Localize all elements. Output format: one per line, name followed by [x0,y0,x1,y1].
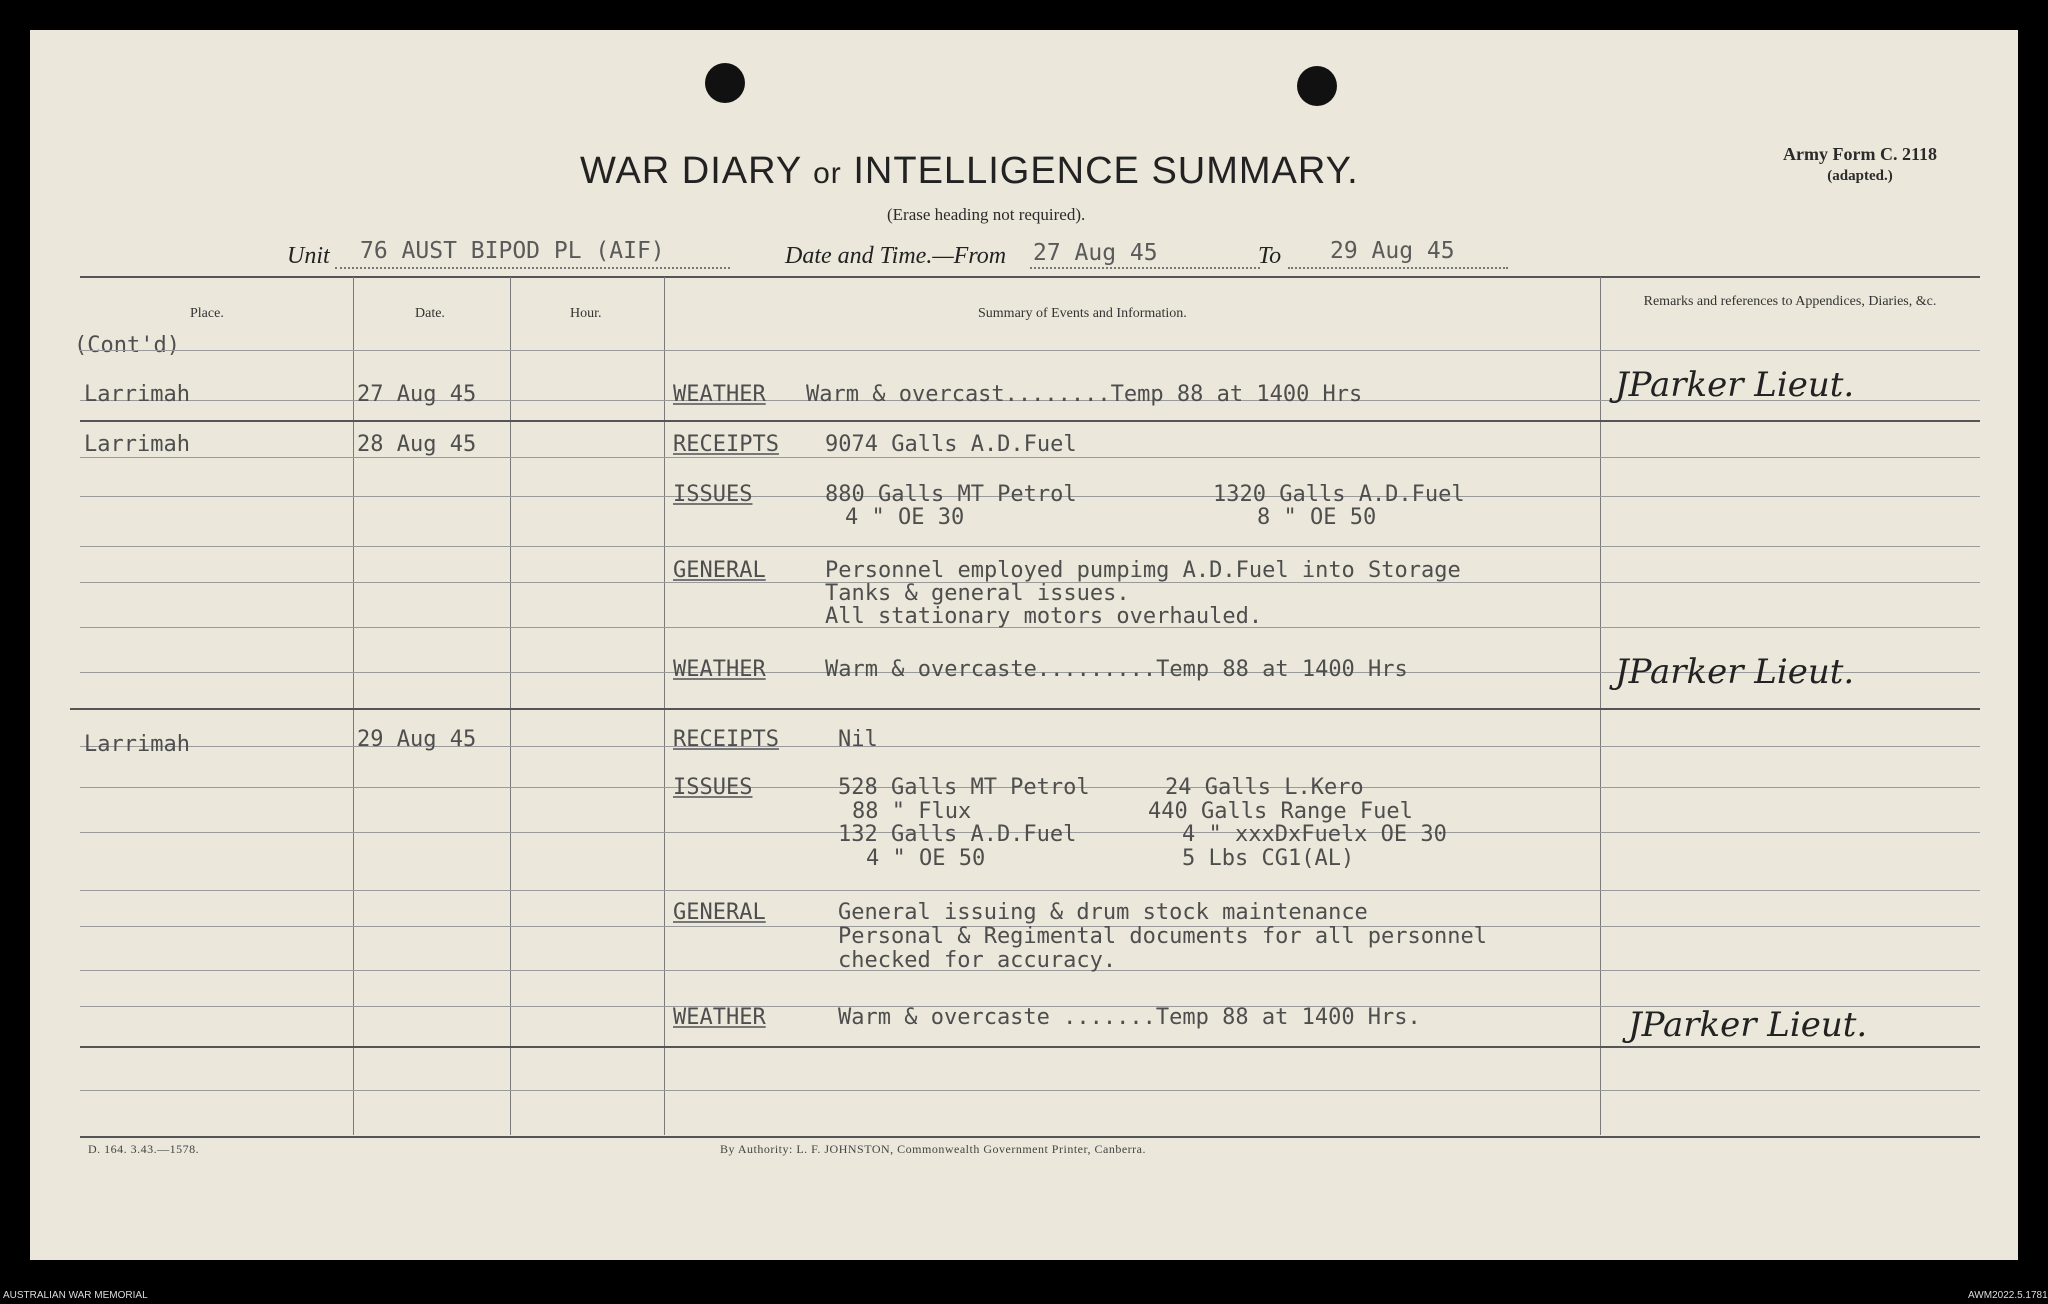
entry2-weather-text: Warm & overcaste.........Temp 88 at 1400 Hrs [825,657,1408,682]
entry3-issues-2b: 440 Galls Range Fuel [1148,799,1413,824]
archive-credit: AUSTRALIAN WAR MEMORIAL [3,1290,148,1301]
print-code: D. 164. 3.43.—1578. [88,1142,200,1156]
entry2-issues-label: ISSUES [673,482,753,507]
entry3-issues-1b: 24 Galls L.Kero [1165,775,1364,800]
entry2-date: 28 Aug 45 [357,432,477,457]
unit-label: Unit [287,243,330,269]
archive-reference: AWM2022.5.1781 [1968,1290,2048,1301]
entry3-signature: JParker Lieut. [1628,1005,1868,1045]
entry3-general-2: Personal & Regimental documents for all personnel [838,924,1488,949]
contd-label: (Cont'd) [74,333,180,358]
entry3-weather-text: Warm & overcaste .......Temp 88 at 1400 Hrs. [838,1005,1421,1030]
unit-value: 76 AUST BIPOD PL (AIF) [360,238,665,264]
col-hour: Hour. [570,306,602,321]
entry3-issues-1a: 528 Galls MT Petrol [838,775,1090,800]
entry3-general-label: GENERAL [673,900,766,925]
printer-authority: By Authority: L. F. JOHNSTON, Commonwealth Government Printer, Canberra. [720,1142,1146,1156]
entry2-signature: JParker Lieut. [1615,652,1855,692]
date-time-label: Date and Time.—From [785,243,1007,269]
date-from: 27 Aug 45 [1033,240,1158,266]
entry2-issues-1a: 880 Galls MT Petrol [825,482,1077,507]
date-to: 29 Aug 45 [1330,238,1455,264]
entry3-weather-label: WEATHER [673,1005,766,1030]
form-number: Army Form C. 2118 (adapted.) [1783,144,1937,184]
col-remarks: Remarks and references to Appendices, Diaries, &c. [1643,294,1937,309]
entry2-general-1: Personnel employed pumpimg A.D.Fuel into Storage [825,558,1461,583]
entry3-issues-2a: 88 " Flux [852,799,972,824]
col-date: Date. [415,306,445,321]
col-place: Place. [190,306,224,321]
entry3-issues-3a: 132 Galls A.D.Fuel [838,822,1077,847]
entry2-general-label: GENERAL [673,558,766,583]
page-title: WAR DIARY or INTELLIGENCE SUMMARY. [580,150,1359,192]
entry3-receipts-text: Nil [838,727,878,752]
entry2-receipts-text: 9074 Galls A.D.Fuel [825,432,1077,457]
entry3-general-3: checked for accuracy. [838,948,1117,973]
entry1-date: 27 Aug 45 [357,382,477,407]
entry3-issues-4b: 5 Lbs CG1(AL) [1182,846,1355,871]
entry1-signature: JParker Lieut. [1615,365,1855,405]
entry2-issues-2a: 4 " OE 30 [845,505,965,530]
entry1-weather-text: Warm & overcast........Temp 88 at 1400 Hrs [806,382,1363,407]
entry2-weather-label: WEATHER [673,657,766,682]
entry2-issues-2b: 8 " OE 50 [1257,505,1377,530]
entry3-issues-4a: 4 " OE 50 [866,846,986,871]
entry2-general-3: All stationary motors overhauled. [825,604,1263,629]
col-summary: Summary of Events and Information. [978,306,1187,321]
entry3-place: Larrimah [84,732,190,757]
entry2-place: Larrimah [84,432,190,457]
entry3-receipts-label: RECEIPTS [673,727,779,752]
entry1-place: Larrimah [84,382,190,407]
to-label: To [1258,243,1282,269]
entry3-date: 29 Aug 45 [357,727,477,752]
entry2-receipts-label: RECEIPTS [673,432,779,457]
entry2-general-2: Tanks & general issues. [825,581,1130,606]
punch-hole-right [1297,66,1337,106]
entry3-issues-3b: 4 " xxxDxFuelx OE 30 [1182,822,1447,847]
diary-page [30,30,2018,1260]
entry2-issues-1b: 1320 Galls A.D.Fuel [1213,482,1465,507]
entry3-issues-label: ISSUES [673,775,753,800]
entry3-general-1: General issuing & drum stock maintenance [838,900,1368,925]
punch-hole-left [705,63,745,103]
page-subtitle: (Erase heading not required). [887,205,1086,224]
entry1-weather-label: WEATHER [673,382,766,407]
